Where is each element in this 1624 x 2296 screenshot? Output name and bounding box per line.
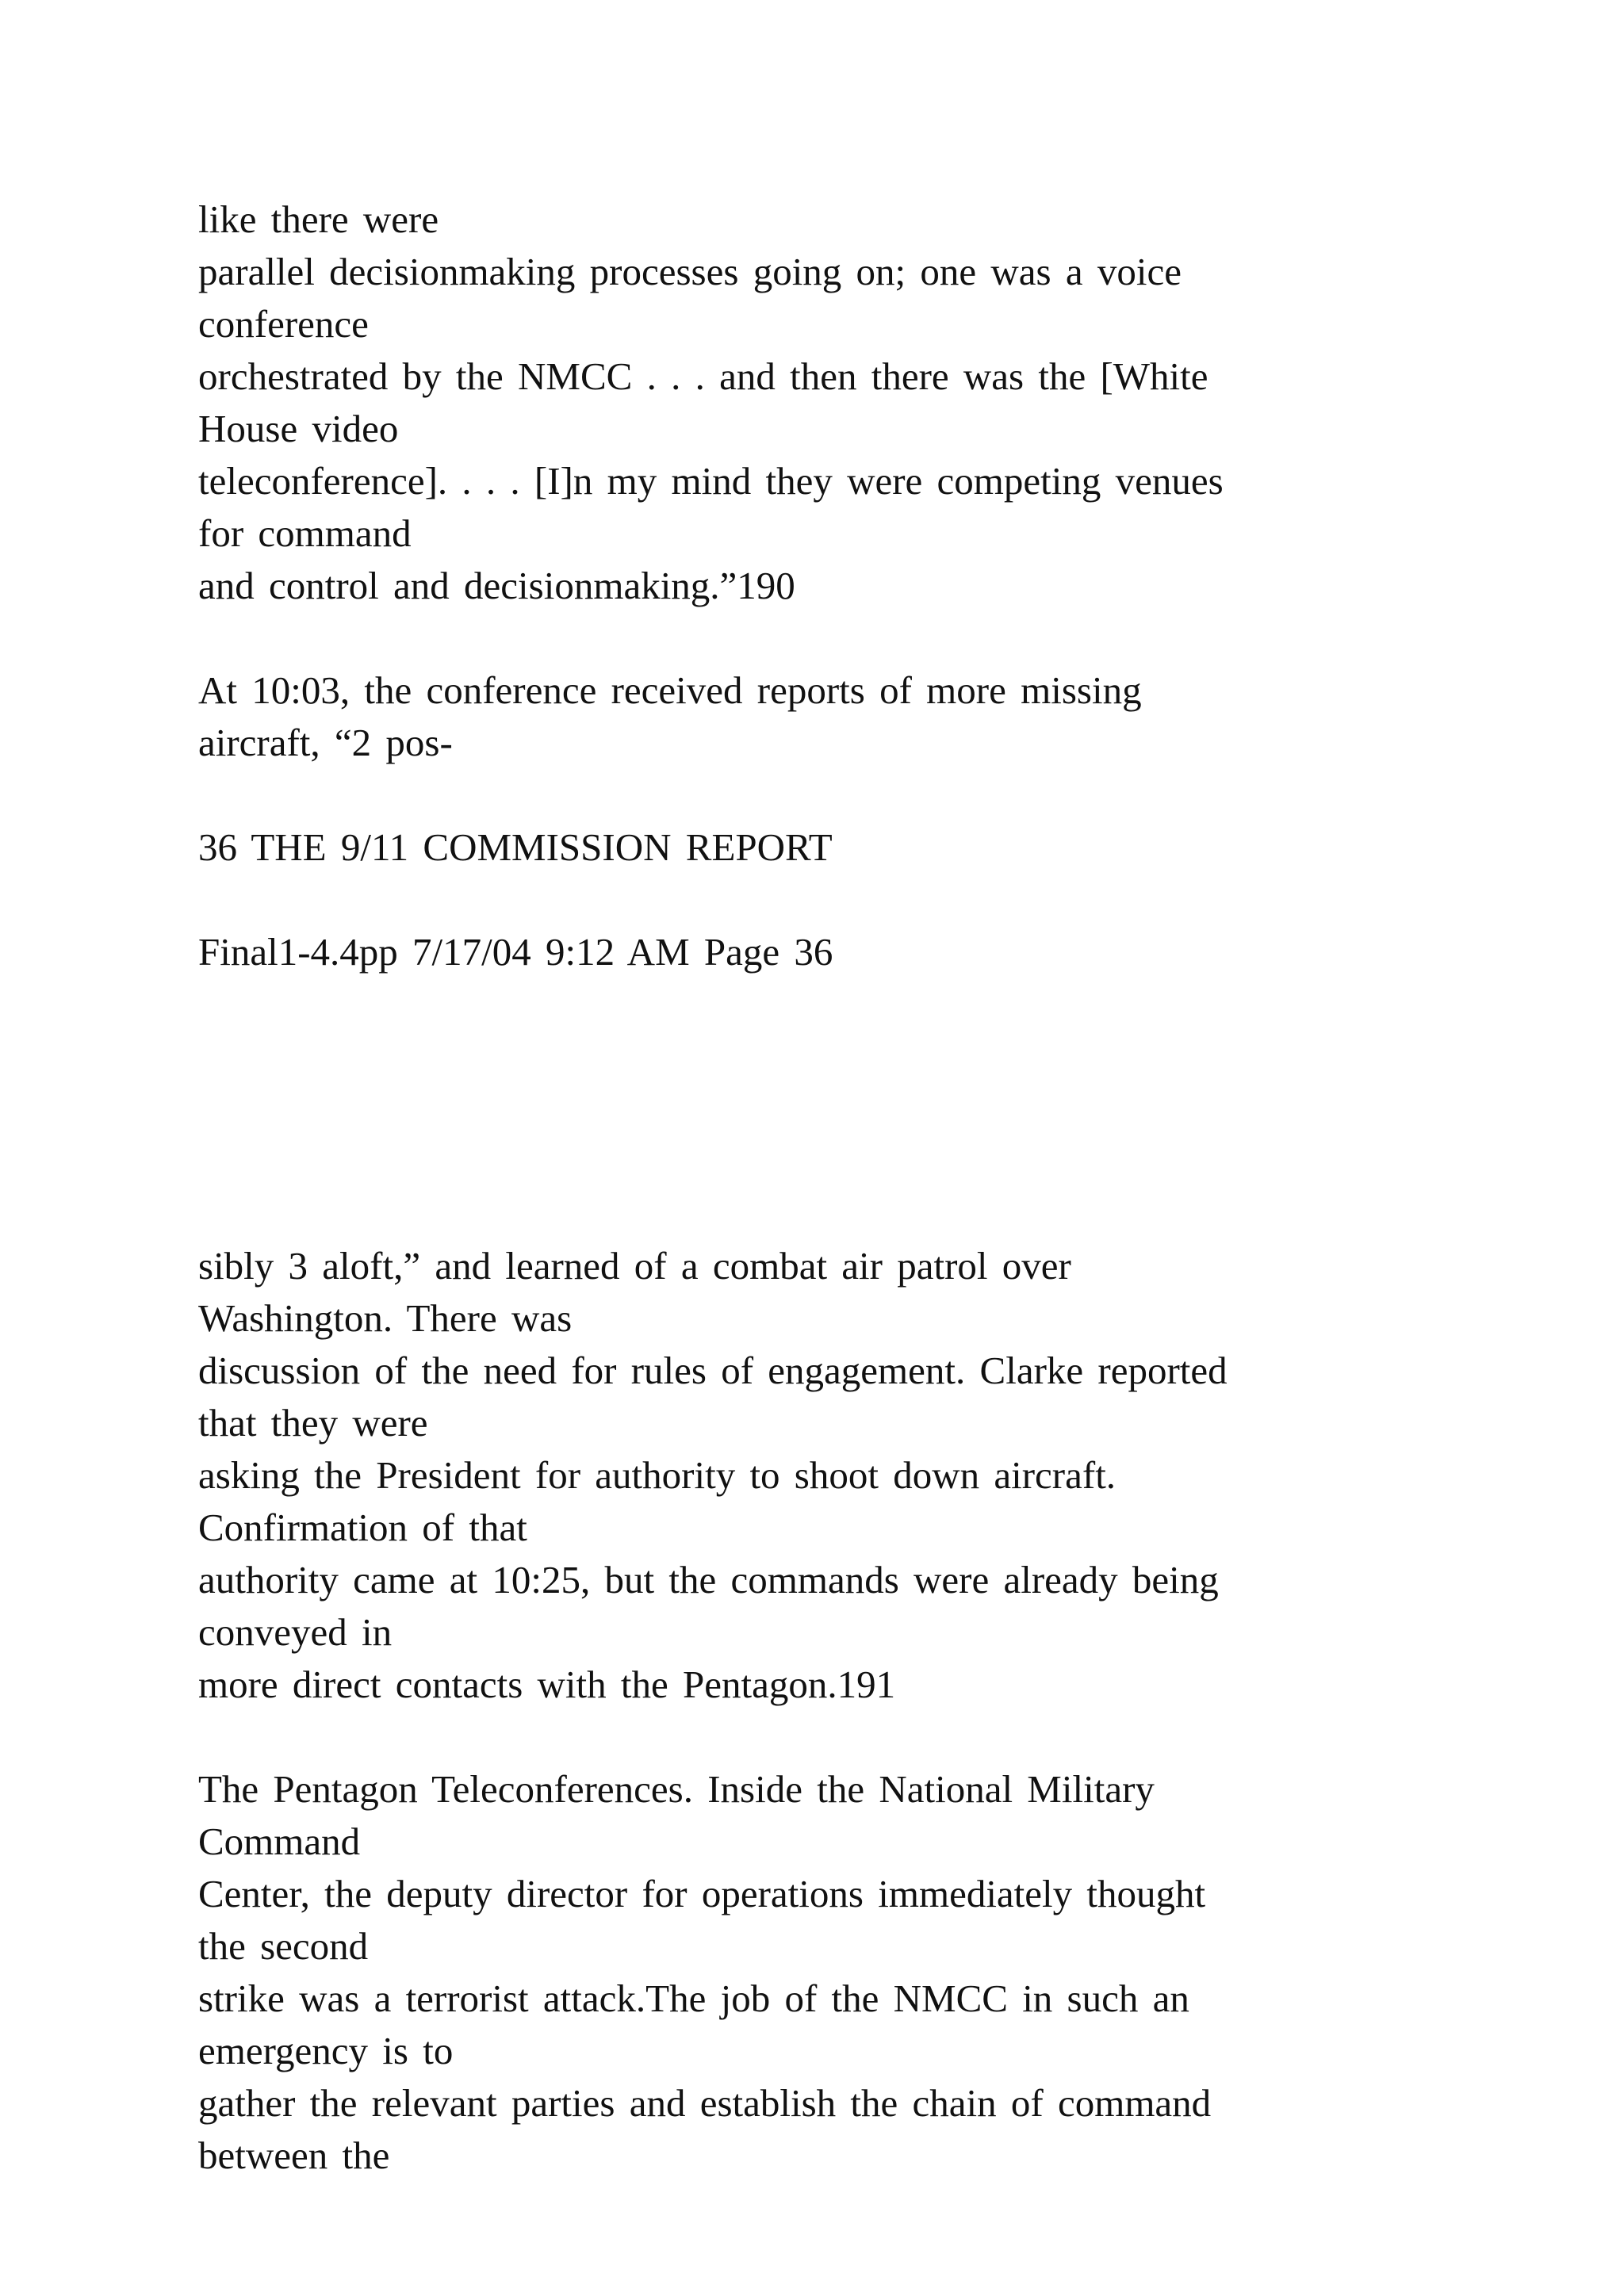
text-line: conference — [198, 302, 369, 346]
text-line: between the — [198, 2133, 390, 2177]
text-line: Confirmation of that — [198, 1506, 527, 1549]
text-line: discussion of the need for rules of engagement. Clarke reported — [198, 1349, 1228, 1392]
slug-text: Final1-4.4pp 7/17/04 9:12 AM Page 36 — [198, 930, 833, 974]
paragraph-missing-aircraft — [198, 664, 1467, 769]
text-line: gather the relevant parties and establish the chain of command — [198, 2081, 1212, 2125]
print-slug — [198, 926, 1467, 978]
text-line: asking the President for authority to shoot down aircraft. — [198, 1453, 1116, 1497]
paragraph-quote-continuation — [198, 193, 1467, 612]
text-line: like there were — [198, 197, 439, 241]
paragraph-pentagon-teleconferences — [198, 1763, 1467, 2182]
text-line: emergency is to — [198, 2029, 454, 2072]
text-line: authority came at 10:25, but the commands were already being — [198, 1558, 1219, 1601]
text-line: The Pentagon Teleconferences. Inside the National Military — [198, 1767, 1155, 1811]
text-line: parallel decisionmaking processes going on; one was a voice — [198, 250, 1182, 293]
text-line: At 10:03, the conference received reports of more missing — [198, 668, 1142, 712]
paragraph-rules-of-engagement — [198, 1240, 1467, 1711]
text-line: sibly 3 aloft,” and learned of a combat air patrol over — [198, 1244, 1071, 1288]
text-line: aircraft, “2 pos- — [198, 721, 453, 764]
text-line: the second — [198, 1924, 369, 1968]
text-line: more direct contacts with the Pentagon.191 — [198, 1663, 896, 1706]
text-line: orchestrated by the NMCC . . . and then there was the [White — [198, 354, 1208, 398]
document-page — [198, 193, 1467, 2234]
text-line: for command — [198, 511, 412, 555]
text-line: teleconference]. . . . [I]n my mind they were competing venues — [198, 459, 1224, 503]
footer-text: 36 THE 9/11 COMMISSION REPORT — [198, 825, 833, 869]
text-line: Center, the deputy director for operations immediately thought — [198, 1872, 1206, 1915]
text-line: Command — [198, 1820, 361, 1863]
text-line: conveyed in — [198, 1610, 393, 1654]
text-line: that they were — [198, 1401, 428, 1445]
page-break-gap — [198, 1031, 1467, 1240]
text-line: strike was a terrorist attack.The job of the NMCC in such an — [198, 1976, 1189, 2020]
text-line: Washington. There was — [198, 1296, 573, 1340]
text-line: and control and decisionmaking.”190 — [198, 564, 795, 607]
text-line: House video — [198, 407, 399, 450]
running-footer-title — [198, 821, 1467, 874]
